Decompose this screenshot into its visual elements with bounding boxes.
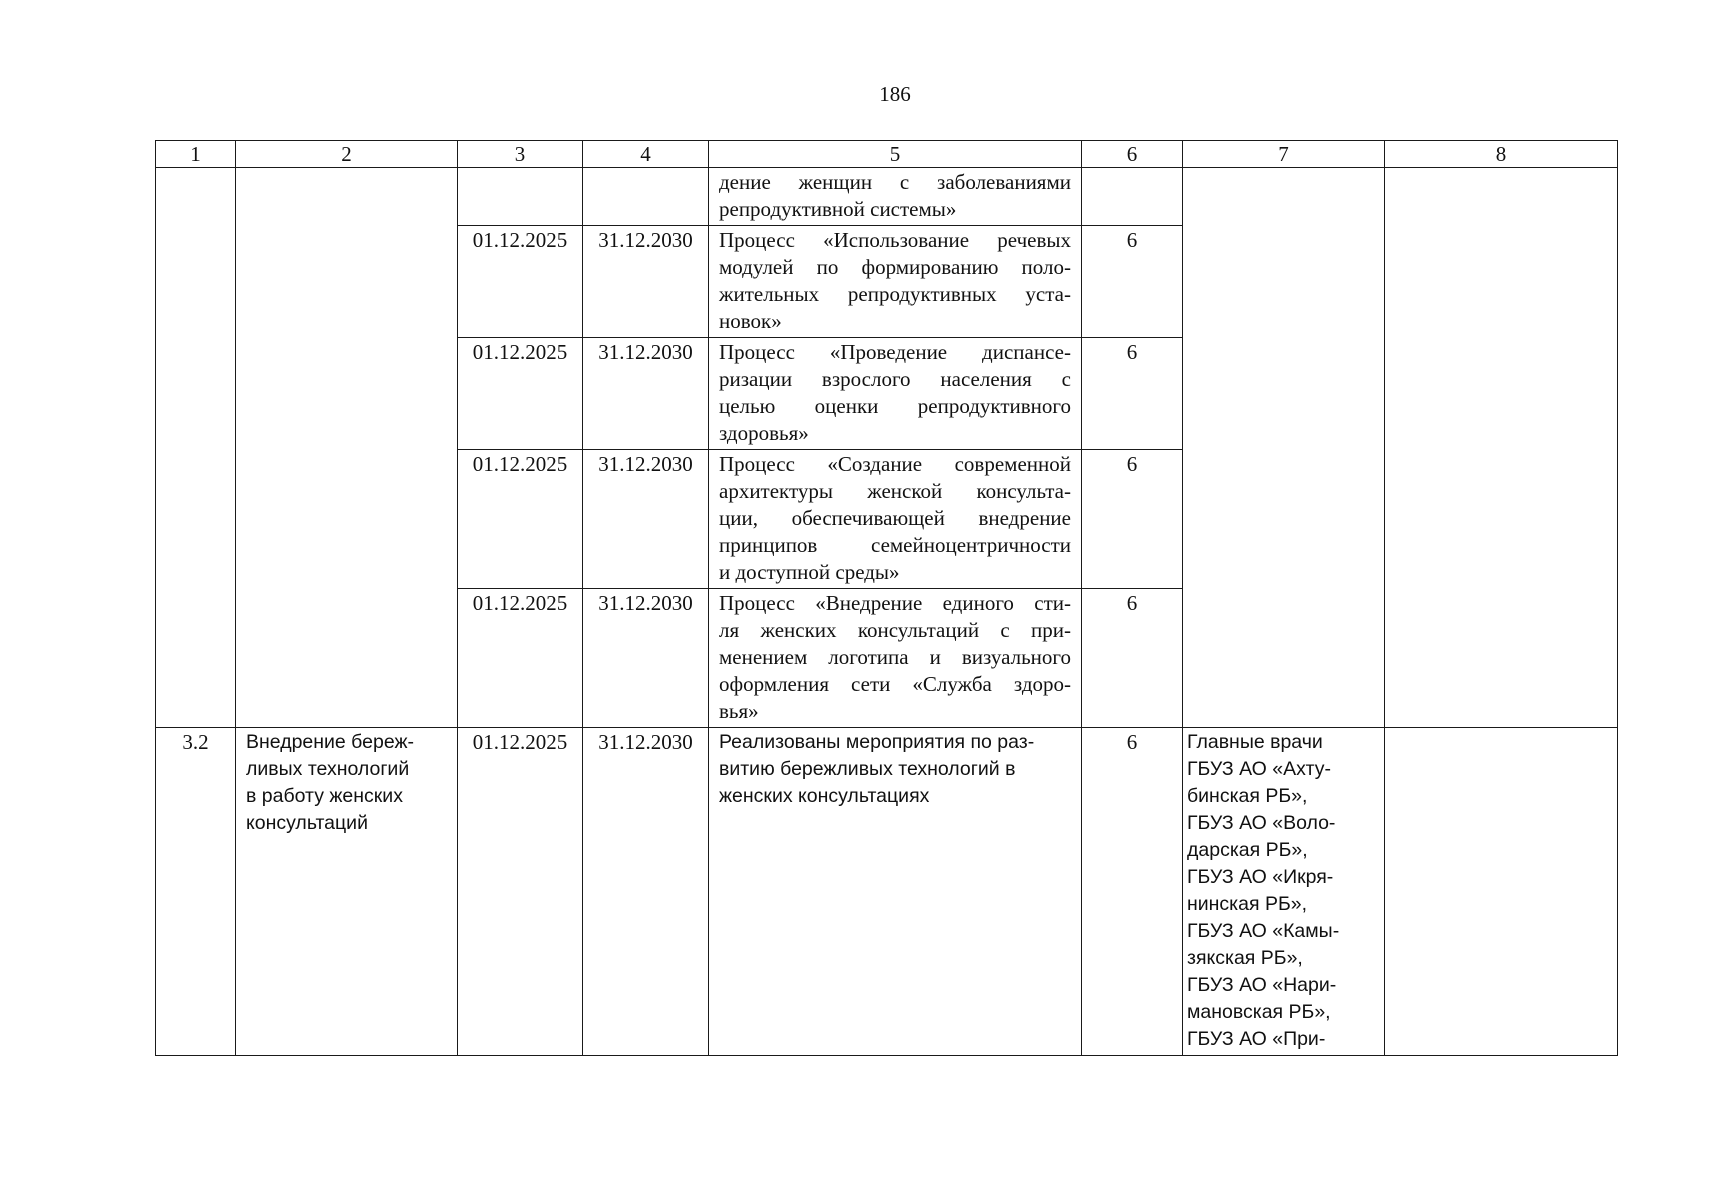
cell-end-date: 31.12.2030 [583, 226, 709, 338]
cell-start-date: 01.12.2025 [458, 338, 583, 450]
description-line: принципов семейноцентричности [719, 533, 1071, 557]
description-line: Процесс «Использование речевых [719, 228, 1071, 252]
description-line: женских консультациях [719, 785, 930, 807]
description-line: Процесс «Создание современной [719, 452, 1071, 476]
table-row [156, 168, 1618, 226]
cell-title [236, 728, 458, 1056]
description-line: витию бережливых технологий в [719, 758, 1016, 780]
cell-value: 6 [1082, 589, 1183, 728]
responsible-line: мановская РБ», [1187, 1001, 1331, 1023]
responsible-line: ГБУЗ АО «При- [1187, 1028, 1326, 1050]
responsible-line: зякская РБ», [1187, 947, 1303, 969]
responsible-line: ГБУЗ АО «Ахту- [1187, 758, 1332, 780]
description-line: вья» [719, 699, 759, 723]
description-line: дение женщин с заболеваниями [719, 170, 1071, 194]
cell-responsible [1183, 728, 1385, 1056]
title-line: в работу женских [246, 785, 403, 807]
description-line: ля женских консультаций с при- [719, 618, 1071, 642]
cell-value: 6 [1082, 450, 1183, 589]
cell-value: 6 [1082, 728, 1183, 1056]
page-number: 186 [879, 82, 911, 106]
description-line: оформления сети «Служба здоро- [719, 672, 1071, 696]
responsible-line: бинская РБ», [1187, 785, 1308, 807]
cell-title-continued [236, 168, 458, 728]
description-line: Процесс «Проведение диспансе- [719, 340, 1071, 364]
cell-number: 3.2 [156, 728, 236, 1056]
description-line: модулей по формированию поло- [719, 255, 1071, 279]
description-line: ции, обеспечивающей внедрение [719, 506, 1071, 530]
cell-number-continued [156, 168, 236, 728]
column-number: 7 [1183, 141, 1385, 168]
column-number-row [156, 141, 1618, 168]
responsible-line: дарская РБ», [1187, 839, 1308, 861]
cell-description [709, 450, 1082, 589]
column-number: 4 [583, 141, 709, 168]
responsible-line: ГБУЗ АО «Нари- [1187, 974, 1337, 996]
column-number: 5 [709, 141, 1082, 168]
cell-description [709, 589, 1082, 728]
cell-value [1082, 168, 1183, 226]
responsible-line: ГБУЗ АО «Икря- [1187, 866, 1334, 888]
cell-note-continued [1385, 168, 1618, 728]
cell-responsible-continued [1183, 168, 1385, 728]
responsible-line: ГБУЗ АО «Воло- [1187, 812, 1336, 834]
cell-end-date [583, 168, 709, 226]
plan-table [155, 140, 1618, 1056]
column-number: 2 [236, 141, 458, 168]
description-line: Процесс «Внедрение единого сти- [719, 591, 1071, 615]
responsible-line: Главные врачи [1187, 731, 1323, 753]
cell-start-date [458, 168, 583, 226]
title-line: консультаций [246, 812, 368, 834]
title-line: ливых технологий [246, 758, 410, 780]
cell-start-date: 01.12.2025 [458, 589, 583, 728]
responsible-line: нинская РБ», [1187, 893, 1308, 915]
description-line: и доступной среды» [719, 560, 900, 584]
title-line: Внедрение береж- [246, 731, 414, 753]
cell-end-date: 31.12.2030 [583, 589, 709, 728]
description-line: ризации взрослого населения с [719, 367, 1071, 391]
description-line: жительных репродуктивных уста- [719, 282, 1071, 306]
cell-start-date: 01.12.2025 [458, 728, 583, 1056]
description-line: здоровья» [719, 421, 809, 445]
description-line: менением логотипа и визуального [719, 645, 1071, 669]
cell-end-date: 31.12.2030 [583, 450, 709, 589]
cell-start-date: 01.12.2025 [458, 226, 583, 338]
cell-start-date: 01.12.2025 [458, 450, 583, 589]
cell-value: 6 [1082, 226, 1183, 338]
cell-end-date: 31.12.2030 [583, 728, 709, 1056]
description-line: архитектуры женской консульта- [719, 479, 1071, 503]
cell-value: 6 [1082, 338, 1183, 450]
column-number: 3 [458, 141, 583, 168]
cell-description [709, 728, 1082, 1056]
table-row-3-2 [156, 728, 1618, 1056]
column-number: 1 [156, 141, 236, 168]
description-line: новок» [719, 309, 782, 333]
description-line: целью оценки репродуктивного [719, 394, 1071, 418]
description-line: репродуктивной системы» [719, 197, 957, 221]
cell-description [709, 226, 1082, 338]
description-line: Реализованы мероприятия по раз- [719, 731, 1035, 753]
column-number: 8 [1385, 141, 1618, 168]
cell-end-date: 31.12.2030 [583, 338, 709, 450]
cell-note [1385, 728, 1618, 1056]
responsible-line: ГБУЗ АО «Камы- [1187, 920, 1340, 942]
column-number: 6 [1082, 141, 1183, 168]
cell-description [709, 338, 1082, 450]
cell-description [709, 168, 1082, 226]
